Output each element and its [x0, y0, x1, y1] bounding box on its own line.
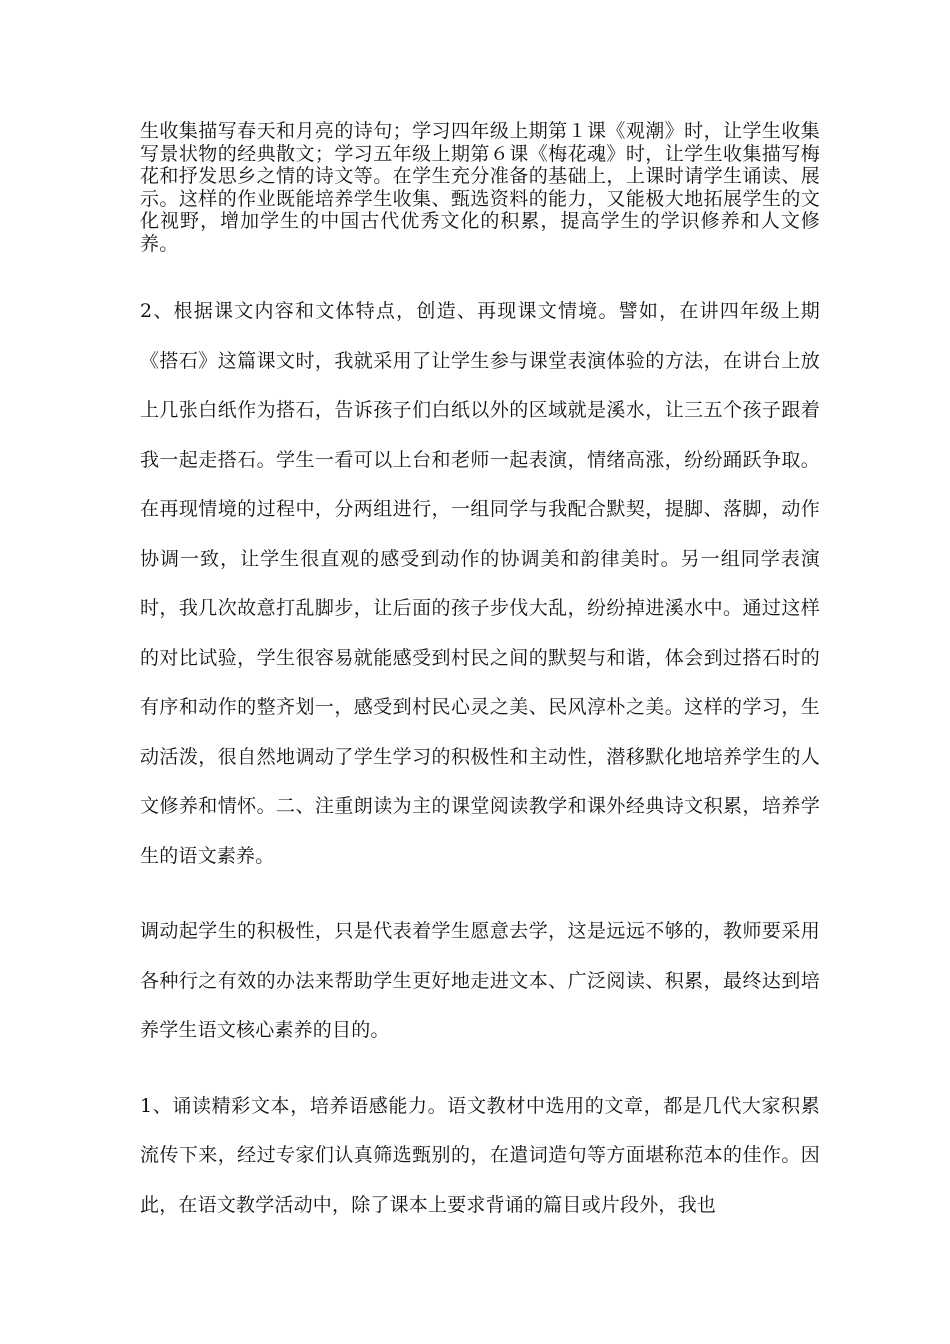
paragraph-2: 2、根据课文内容和文体特点，创造、再现课文情境。譬如，在讲四年级上期《搭石》这篇课文时，我就采用了让学生参与课堂表演体验的方法，在讲台上放上几张白纸作为搭石，告诉孩子们白纸以外的区域就是溪水，让三五个孩子跟着我一起走搭石。学生一看可以上台和老师一起表演，情绪高涨，纷纷踊跃争取。在再现情境的过程中，分两组进行，一组同学与我配合默契，提脚、落脚，动作协调一致，让学生很直观的感受到动作的协调美和韵律美时。另一组同学表演时，我几次故意打乱脚步，让后面的孩子步伐大乱，纷纷掉进溪水中。通过这样的对比试验，学生很容易就能感受到村民之间的默契与和谐，体会到过搭石时的有序和动作的整齐划一，感受到村民心灵之美、民风淳朴之美。这样的学习，生动活泼，很自然地调动了学生学习的积极性和主动性，潜移默化地培养学生的人文修养和情怀。二、注重朗读为主的课堂阅读教学和课外经典诗文积累，培养学生的语文素养。 [140, 300, 820, 867]
paragraph-3: 调动起学生的积极性，只是代表着学生愿意去学，这是远远不够的，教师要采用各种行之有效的办法来帮助学生更好地走进文本、广泛阅读、积累，最终达到培养学生语文核心素养的目的。 [140, 920, 820, 1041]
paragraph-4: 1、诵读精彩文本，培养语感能力。语文教材中选用的文章，都是几代大家积累流传下来，经过专家们认真筛选甄别的，在遣词造句等方面堪称范本的佳作。因此，在语文教学活动中，除了课本上要求背诵的篇目或片段外，我也 [140, 1094, 820, 1216]
paragraph-1: 生收集描写春天和月亮的诗句；学习四年级上期第１课《观潮》时，让学生收集写景状物的经典散文；学习五年级上期第６课《梅花魂》时，让学生收集描写梅花和抒发思乡之情的诗文等。在学生充分准备的基础上，上课时请学生诵读、展示。这样的作业既能培养学生收集、甄选资料的能力，又能极大地拓展学生的文化视野，增加学生的中国古代优秀文化的积累，提高学生的学识修养和人文修养。 [140, 120, 820, 255]
document-page [140, 120, 820, 1230]
